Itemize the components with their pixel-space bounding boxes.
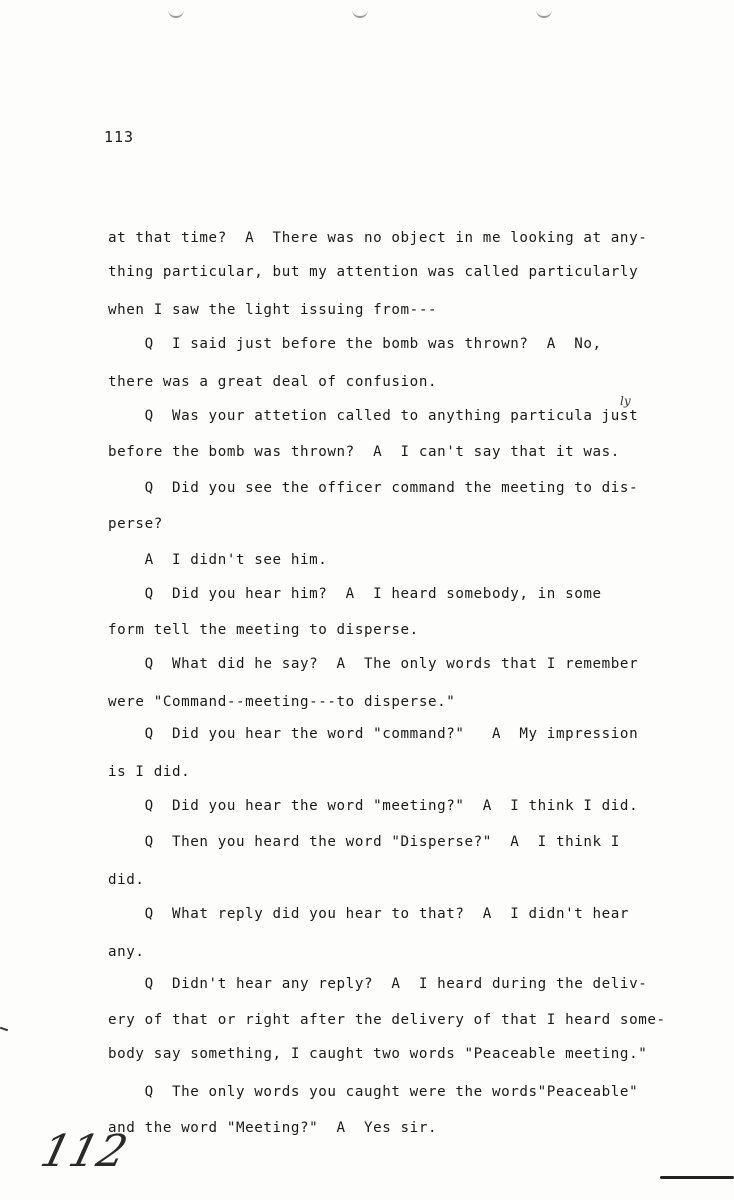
text-line: did.: [108, 872, 145, 888]
text-line: A I didn't see him.: [108, 552, 328, 568]
text-line: when I saw the light issuing from---: [108, 302, 438, 318]
margin-tick: [0, 1027, 8, 1032]
text-line: Q Did you see the officer command the meeting to dis-: [108, 480, 639, 496]
text-line: thing particular, but my attention was called particularly: [108, 264, 639, 280]
text-line: Q Did you hear him? A I heard somebody, in some: [108, 586, 602, 602]
handwritten-insertion: ly: [620, 394, 631, 408]
text-line: Q What reply did you hear to that? A I didn't hear: [108, 906, 630, 922]
handwritten-folio-number: 112: [35, 1126, 133, 1177]
binding-mark: [168, 10, 184, 18]
top-binding-marks: [0, 4, 734, 24]
text-line: before the bomb was thrown? A I can't say that it was.: [108, 444, 620, 460]
text-line: Q What did he say? A The only words that I remember: [108, 656, 639, 672]
text-line: form tell the meeting to disperse.: [108, 622, 419, 638]
text-line: Q Did you hear the word "meeting?" A I think I did.: [108, 798, 639, 814]
text-line: and the word "Meeting?" A Yes sir.: [108, 1120, 438, 1136]
text-line: ery of that or right after the delivery of that I heard some-: [108, 1012, 666, 1028]
page-number: 113: [104, 128, 135, 146]
text-line: is I did.: [108, 764, 191, 780]
text-line: were "Command--meeting---to disperse.": [108, 694, 456, 710]
text-line: there was a great deal of confusion.: [108, 374, 438, 390]
text-line: body say something, I caught two words "Peaceable meeting.": [108, 1046, 648, 1062]
binding-mark: [536, 10, 552, 18]
text-line: perse?: [108, 516, 163, 532]
text-line: Q Then you heard the word "Disperse?" A I think I: [108, 834, 620, 850]
text-line: Q Was your attetion called to anything particula just: [108, 408, 639, 424]
text-line: Q The only words you caught were the words"Peaceable": [108, 1084, 639, 1100]
text-line: Q I said just before the bomb was thrown? A No,: [108, 336, 602, 352]
text-line: Q Didn't hear any reply? A I heard during the deliv-: [108, 976, 648, 992]
text-line: Q Did you hear the word "command?" A My impression: [108, 726, 639, 742]
bottom-pen-stroke: [660, 1176, 734, 1179]
text-line: any.: [108, 944, 145, 960]
binding-mark: [352, 10, 368, 18]
text-line: at that time? A There was no object in me looking at any-: [108, 230, 648, 246]
